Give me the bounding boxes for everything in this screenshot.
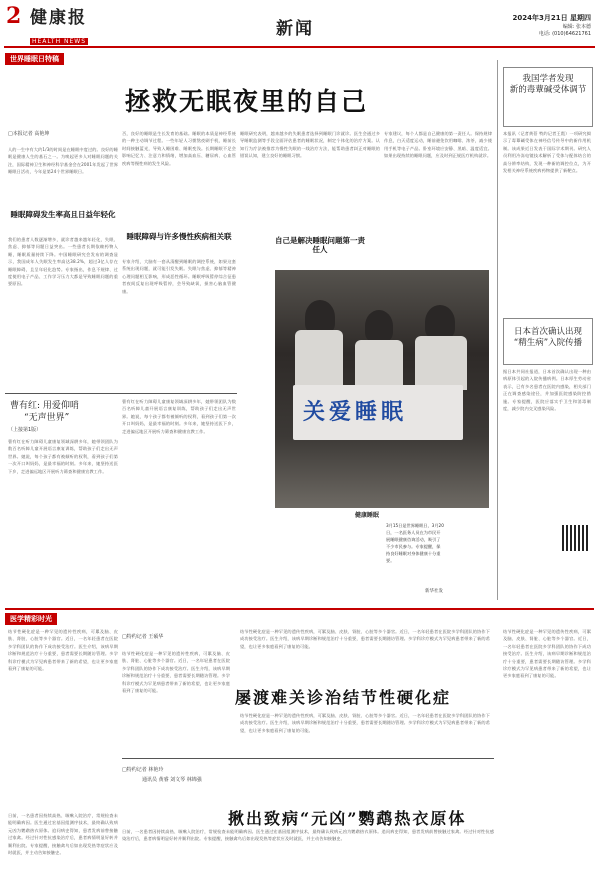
section-rule <box>5 608 594 610</box>
left-body: 我们的患者人数逐渐增多，就诊者越来越年轻化，失眠、焦虑、抑郁等问题日益突出。一些患者长期依赖药物入睡，睡眠质量持续下降。中国睡眠研究会发布的调查显示，我国成年人失眠发生率高达38.2%，超过3亿人存在睡眠障碍，且呈年轻化趋势。专家指出，作息不规律、过度使用电子产品、工作学习压力大都是导致睡眠问题的重要原因。 <box>8 237 118 287</box>
feature1-text-mid: 结节性硬化症是一种罕见的遗传性疾病，可累及脑、皮肤、肾脏、心脏等多个器官。近日，一名年轻患者在医院多学科团队的协作下成功接受治疗。医生介绍，该病早期诊断和规范治疗十分重要，患者需要长期随访管理。多学科诊疗模式为罕见病患者带来了新的希望，也让更多家庭看到了康复的可能。 <box>122 651 230 694</box>
feature1-byline: □特约记者 王硕华 <box>122 634 164 640</box>
feature2-text-left: 日前，一名患者因持续高热、咳嗽入院治疗，常规检查未能明确病因。医生通过宏基因组测序技术，最终确认致病元凶为鹦鹉热衣原体。追问病史得知，患者发病前曾接触过家禽。经过针对性抗感染治疗后，患者病情明显好转并顺利出院。专家提醒，接触禽鸟后如出现发热等症状应及时就医，并主动告知接触史。 <box>8 813 118 856</box>
feature2-title: 揪出致病“元凶”鹦鹉热衣原体 <box>228 809 467 828</box>
photo-person-coat <box>355 340 403 390</box>
right-box-1 <box>503 67 593 127</box>
feature2-byline-1: □特约记者 林艳玲 <box>122 767 164 773</box>
page-number: 2 <box>6 3 22 29</box>
editor-line: 编辑: 张本德 <box>562 24 591 30</box>
right-text-2: 据日本共同社报道，日本首次确认出现一种由病原体引起的入院传播病例。日本厚生劳动省表示，已有多名患者在医院内感染，相关部门正在调查感染途径，并加强医院感染防控措施。专家提醒，医院应落实手卫生和消毒制度，减少院内交叉感染风险。 <box>503 369 591 412</box>
logo-text: 健康报 <box>30 8 87 28</box>
photo-credit: 新华社发 <box>425 589 443 594</box>
left-lower-title-1: 曹有红: 用爱仰哨 <box>10 401 79 411</box>
feature1-title: 屡渡难关诊治结节性硬化症 <box>235 688 452 707</box>
section-tag: 医学精彩时光 <box>5 613 57 625</box>
photo-person <box>425 305 455 339</box>
right-box-2 <box>503 318 593 365</box>
news-photo <box>275 270 489 508</box>
box2-subtitle: “精生病”入院传播 <box>513 338 583 348</box>
logo-en: HEALTH NEWS <box>32 38 87 45</box>
left-lower-credit: （上接第1版） <box>8 427 42 433</box>
center-text: 睡眠研究表明，越来越多的失眠患者选择到睡眠门诊就诊。医生会通过多导睡眠监测等手段全面评估患者的睡眠状况，制定个体化的治疗方案。认知行为疗法被推荐为慢性失眠的一线治疗方法，能帮助患者纠正对睡眠的错误认知，建立良好的睡眠习惯。 <box>240 131 380 159</box>
photo-person <box>365 310 393 342</box>
photo-person-coat <box>415 336 467 390</box>
photo-person-coat <box>295 330 343 390</box>
box1-subtitle: 新的毒蕈碱受体调节 <box>509 85 587 95</box>
header-rule <box>4 46 595 48</box>
banner-tag: 世界睡眠日特稿 <box>5 53 64 65</box>
box1-title: 我国学者发现 <box>522 74 574 84</box>
photo-caption-title: 健康睡眠 <box>355 512 380 519</box>
mid-subhead: 睡眠障碍与许多慢性疾病相关联 <box>126 232 232 241</box>
left-lower-text: 曹有红在听力障碍儿童康复领域深耕多年，她带领团队为数百名听障儿童开展语言康复训练，帮助孩子们走出无声世界。她说，每个孩子都有被倾听的权利，看到孩子们第一次开口叫妈妈，是最幸福的时刻。多年来，她坚持送医下乡，走进偏远地区开展听力筛查和健康宣教工作。 <box>8 439 118 474</box>
left-lower-rule <box>5 393 237 394</box>
photo-person <box>305 300 335 334</box>
feature2-byline-2: 通讯员 黄睿 刘文琴 林锦强 <box>142 777 202 783</box>
left-subhead: 睡眠障碍发生率高且日益年轻化 <box>10 210 116 219</box>
masthead-logo <box>30 3 110 45</box>
center-subhead: 自己是解决睡眠问题第一责任人 <box>275 236 365 254</box>
feature1-text-bottom: 结节性硬化症是一种罕见的遗传性疾病，可累及脑、皮肤、肾脏、心脏等多个器官。近日，一名年轻患者在医院多学科团队的协作下成功接受治疗。医生介绍，该病早期诊断和规范治疗十分重要，患者需要长期随访管理。多学科诊疗模式为罕见病患者带来了新的希望，也让更多家庭看到了康复的可能。 <box>240 713 490 733</box>
feature2-text: 日前，一名患者因持续高热、咳嗽入院治疗，常规检查未能明确病因。医生通过宏基因组测序技术，最终确认致病元凶为鹦鹉热衣原体。追问病史得知，患者发病前曾接触过家禽。经过针对性抗感染治疗后，患者病情明显好转并顺利出院。专家提醒，接触禽鸟后如出现发热等症状应及时就医，并主动告知接触史。 <box>122 829 494 842</box>
feature1-text-right: 结节性硬化症是一种罕见的遗传性疾病，可累及脑、皮肤、肾脏、心脏等多个器官。近日，一名年轻患者在医院多学科团队的协作下成功接受治疗。医生介绍，该病早期诊断和规范治疗十分重要，患者需要长期随访管理。多学科诊疗模式为罕见病患者带来了新的希望，也让更多家庭看到了康复的可能。 <box>503 629 591 679</box>
left-byline: □本报记者 高艳坤 <box>8 131 50 137</box>
right-divider <box>497 60 498 600</box>
date-line: 2024年3月21日 星期四 <box>512 14 591 22</box>
qr-code <box>562 525 588 551</box>
mid-top-text: 否，良好的睡眠是生长发育的基础。睡眠的本质是神经系统的一种主动调节过程。一些年轻人习惯熬夜刷手机，睡前长时间接触蓝光，导致入睡困难、睡眠变浅。长期睡眠不足会影响记忆力、注意力和情绪，增加高血压、糖尿病、心血管疾病等慢性病的发生风险。 <box>122 131 236 166</box>
main-headline: 拯救无眠夜里的自己 <box>125 87 369 116</box>
center-body: 专家建议，每个人都是自己健康的第一责任人。保持规律作息，白天适度运动，睡前避免饮用咖啡、浓茶，减少使用手机等电子产品。卧室环境应安静、黑暗、温度适宜。如果出现持续的睡眠问题，应及时到正规医疗机构就诊。 <box>384 131 492 159</box>
mid-body: 专家介绍，大脑有一套从清醒到睡眠的调控系统，如果这套系统出现问题，就可能引发失眠。失眠与焦虑、抑郁等精神心理问题相互影响，形成恶性循环。睡眠呼吸暂停综合征患者夜间反复出现呼吸暂停，会导致缺氧，损害心脑血管健康。 <box>122 259 236 294</box>
box2-title: 日本首次确认出现 <box>513 327 582 337</box>
editor-meta <box>539 24 591 38</box>
left-lower-text-2: 曹有红在听力障碍儿童康复领域深耕多年，她带领团队为数百名听障儿童开展语言康复训练，帮助孩子们走出无声世界。她说，每个孩子都有被倾听的权利，看到孩子们第一次开口叫妈妈，是最幸福的时刻。多年来，她坚持送医下乡，走进偏远地区开展听力筛查和健康宣教工作。 <box>122 399 236 434</box>
section-title: 新闻 <box>276 19 314 39</box>
phone-line: 电话: (010)64621761 <box>538 31 591 37</box>
photo-caption: 3月15日是世界睡眠日，3月20日，一名医务人员在为市民开展睡眠健康咨询活动，吸引了不少市民参与。专家提醒，保持良好睡眠对身体健康十分重要。 <box>386 523 444 563</box>
left-intro: 人的一生中有大约1/3的时间是在睡眠中度过的。良好的睡眠是健康人生的基石之一。为唤起更多人对睡眠问题的关注，国际精神卫生和神经科学基金会在2001年发起了世界睡眠日活动，今年是第24个世界睡眠日。 <box>8 147 118 175</box>
left-lower-title-2: “无声世界” <box>24 413 70 423</box>
right-text-1: 本报讯（记者黄蓓 特约记者王霞）一项研究揭示了毒蕈碱受体在神经信号传导中的新作用机制。该成果近日发表于国际学术期刊。研究人员利用冷冻电镜技术解析了受体与配体结合的高分辨率结构，发现一种新的调控位点，为开发相关神经系统疾病药物提供了新靶点。 <box>503 131 591 174</box>
feature2-rule <box>122 758 494 759</box>
feature1-text-top: 结节性硬化症是一种罕见的遗传性疾病，可累及脑、皮肤、肾脏、心脏等多个器官。近日，一名年轻患者在医院多学科团队的协作下成功接受治疗。医生介绍，该病早期诊断和规范治疗十分重要，患者需要长期随访管理。多学科诊疗模式为罕见病患者带来了新的希望，也让更多家庭看到了康复的可能。 <box>240 629 490 649</box>
feature1-text-left: 结节性硬化症是一种罕见的遗传性疾病，可累及脑、皮肤、肾脏、心脏等多个器官。近日，一名年轻患者在医院多学科团队的协作下成功接受治疗。医生介绍，该病早期诊断和规范治疗十分重要，患者需要长期随访管理。多学科诊疗模式为罕见病患者带来了新的希望，也让更多家庭看到了康复的可能。 <box>8 629 118 672</box>
photo-sign-text: 关爱睡眠 <box>303 400 408 425</box>
